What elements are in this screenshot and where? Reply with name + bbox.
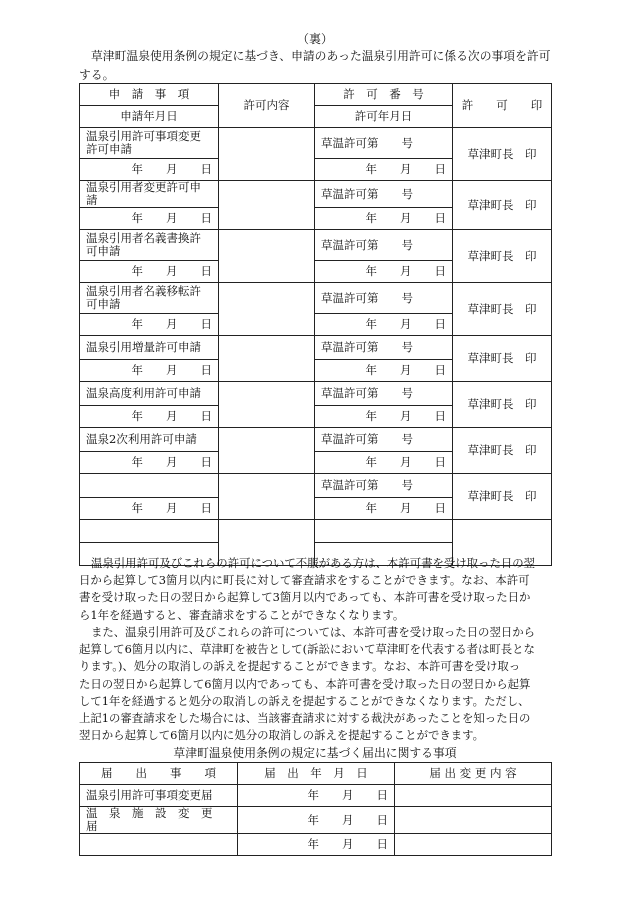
seal-cell: 草津町長 印 [453, 336, 552, 382]
seal-cell: 草津町長 印 [453, 474, 552, 520]
notification-change [395, 785, 552, 807]
paragraph-line: 上記1の審査請求をした場合には、当該審査請求に対する裁決があったことを知った日の [79, 711, 531, 726]
permit-number: 草温許可第 号 [315, 336, 453, 360]
notification-item [80, 834, 238, 856]
permit-row [80, 382, 552, 406]
paragraph-line: ります。)、処分の取消しの訴えを提起することができます。なお、本許可書を受け取っ [79, 659, 521, 674]
intro-line: 草津町温泉使用条例の規定に基づき、申請のあった温泉引用許可に係る次の事項を許可 [91, 49, 551, 63]
application-date: 年 月 日 [80, 261, 219, 283]
permit-number: 草温許可第 号 [315, 128, 453, 159]
permit-number: 草温許可第 号 [315, 428, 453, 452]
header-notification-date: 届 出 年 月 日 [238, 763, 395, 785]
application-name: 温泉高度利用許可申請 [80, 382, 219, 406]
permit-date: 年 月 日 [315, 208, 453, 230]
seal-cell: 草津町長 印 [453, 230, 552, 283]
notification-table [79, 762, 552, 856]
paragraph-line: 起算して6箇月以内に、草津町を被告として(訴訟において草津町を代表する者は町長とな [79, 642, 535, 657]
notification-item: 温 泉 施 設 変 更 届 [80, 807, 238, 834]
application-date: 年 月 日 [80, 360, 219, 382]
application-name: 温泉引用者名義移転許可申請 [80, 283, 219, 314]
permit-row [80, 283, 552, 314]
permit-number: 草温許可第 号 [315, 283, 453, 314]
empty-cell [80, 520, 219, 543]
seal-cell: 草津町長 印 [453, 181, 552, 230]
header-application-item: 申 請 事 項 [80, 84, 219, 106]
permit-date: 年 月 日 [315, 159, 453, 181]
permit-content-cell [219, 336, 315, 382]
paragraph-line: 日から起算して3箇月以内に町長に対して審査請求をすることができます。なお、本許可 [79, 573, 530, 588]
paragraph-line: 書を受け取った日の翌日から起算して3箇月以内であっても、本許可書を受け取った日か [79, 590, 531, 605]
application-name: 温泉2次利用許可申請 [80, 428, 219, 452]
intro-text [79, 47, 559, 85]
header-permit-content: 許可内容 [219, 84, 315, 128]
permit-number: 草温許可第 号 [315, 230, 453, 261]
application-date: 年 月 日 [80, 314, 219, 336]
paragraph-line: して1年を経過すると処分の取消しの訴えを提起することができなくなります。ただし、 [79, 693, 530, 708]
seal-cell: 草津町長 印 [453, 128, 552, 181]
application-date: 年 月 日 [80, 452, 219, 474]
permit-row [80, 336, 552, 360]
paragraph-line: ら1年を経過すると、審査請求をすることができなくなります。 [79, 607, 405, 622]
notification-date: 年 月 日 [238, 834, 395, 856]
application-name [80, 474, 219, 498]
notification-date: 年 月 日 [238, 785, 395, 807]
permit-content-cell [219, 382, 315, 428]
notification-row [80, 834, 552, 856]
permit-number: 草温許可第 号 [315, 181, 453, 208]
permit-content-cell [219, 283, 315, 336]
permit-row [80, 230, 552, 261]
permit-row [80, 474, 552, 498]
empty-cell [315, 520, 453, 543]
notification-rows [80, 785, 552, 856]
notification-table-title: 草津町温泉使用条例の規定に基づく届出に関する事項 [173, 746, 457, 760]
permit-date: 年 月 日 [315, 360, 453, 382]
header-notification-change: 届 出 変 更 内 容 [395, 763, 552, 785]
application-name: 温泉引用増量許可申請 [80, 336, 219, 360]
application-date: 年 月 日 [80, 159, 219, 181]
appeal-paragraph [79, 555, 549, 624]
application-name: 温泉引用者変更許可申請 [80, 181, 219, 208]
permit-rows [80, 128, 552, 520]
permit-row [80, 428, 552, 452]
application-date: 年 月 日 [80, 498, 219, 520]
permit-date: 年 月 日 [315, 406, 453, 428]
paragraph-line: また、温泉引用許可及びこれらの許可については、本許可書を受け取った日の翌日から [91, 625, 536, 639]
application-date: 年 月 日 [80, 406, 219, 428]
header-application-date: 申請年月日 [80, 106, 219, 128]
permit-content-cell [219, 181, 315, 230]
permit-date: 年 月 日 [315, 314, 453, 336]
permit-number: 草温許可第 号 [315, 382, 453, 406]
permit-content-cell [219, 230, 315, 283]
paragraph-line: 翌日から起算して6箇月以内に処分の取消しの訴えを提起することができます。 [79, 728, 485, 743]
permit-number: 草温許可第 号 [315, 474, 453, 498]
notification-change [395, 834, 552, 856]
permit-date: 年 月 日 [315, 261, 453, 283]
notification-row [80, 785, 552, 807]
application-name: 温泉引用者名義書換許可申請 [80, 230, 219, 261]
permit-date: 年 月 日 [315, 498, 453, 520]
permit-content-cell [219, 128, 315, 181]
permit-content-cell [219, 428, 315, 474]
seal-cell: 草津町長 印 [453, 382, 552, 428]
intro-line: する。 [79, 68, 115, 82]
lawsuit-paragraph [79, 624, 549, 744]
notification-row [80, 807, 552, 834]
permit-content-cell [219, 474, 315, 520]
seal-cell: 草津町長 印 [453, 428, 552, 474]
header-permit-date: 許可年月日 [315, 106, 453, 128]
notification-item: 温泉引用許可事項変更届 [80, 785, 238, 807]
paragraph-line: 温泉引用許可及びこれらの許可について不服がある方は、本許可書を受け取った日の翌 [91, 556, 536, 570]
header-notification-item: 届 出 事 項 [80, 763, 238, 785]
permit-row [80, 128, 552, 159]
seal-cell: 草津町長 印 [453, 283, 552, 336]
application-date: 年 月 日 [80, 208, 219, 230]
notification-date: 年 月 日 [238, 807, 395, 834]
permit-table [79, 83, 552, 566]
page-label: （裏） [296, 32, 333, 46]
notification-change [395, 807, 552, 834]
permit-date: 年 月 日 [315, 452, 453, 474]
header-seal: 許 可 印 [453, 84, 552, 128]
paragraph-line: た日の翌日から起算して6箇月以内であっても、本許可書を受け取った日の翌日から起算 [79, 676, 531, 691]
header-permit-number: 許 可 番 号 [315, 84, 453, 106]
application-name: 温泉引用許可事項変更許可申請 [80, 128, 219, 159]
permit-row [80, 181, 552, 208]
